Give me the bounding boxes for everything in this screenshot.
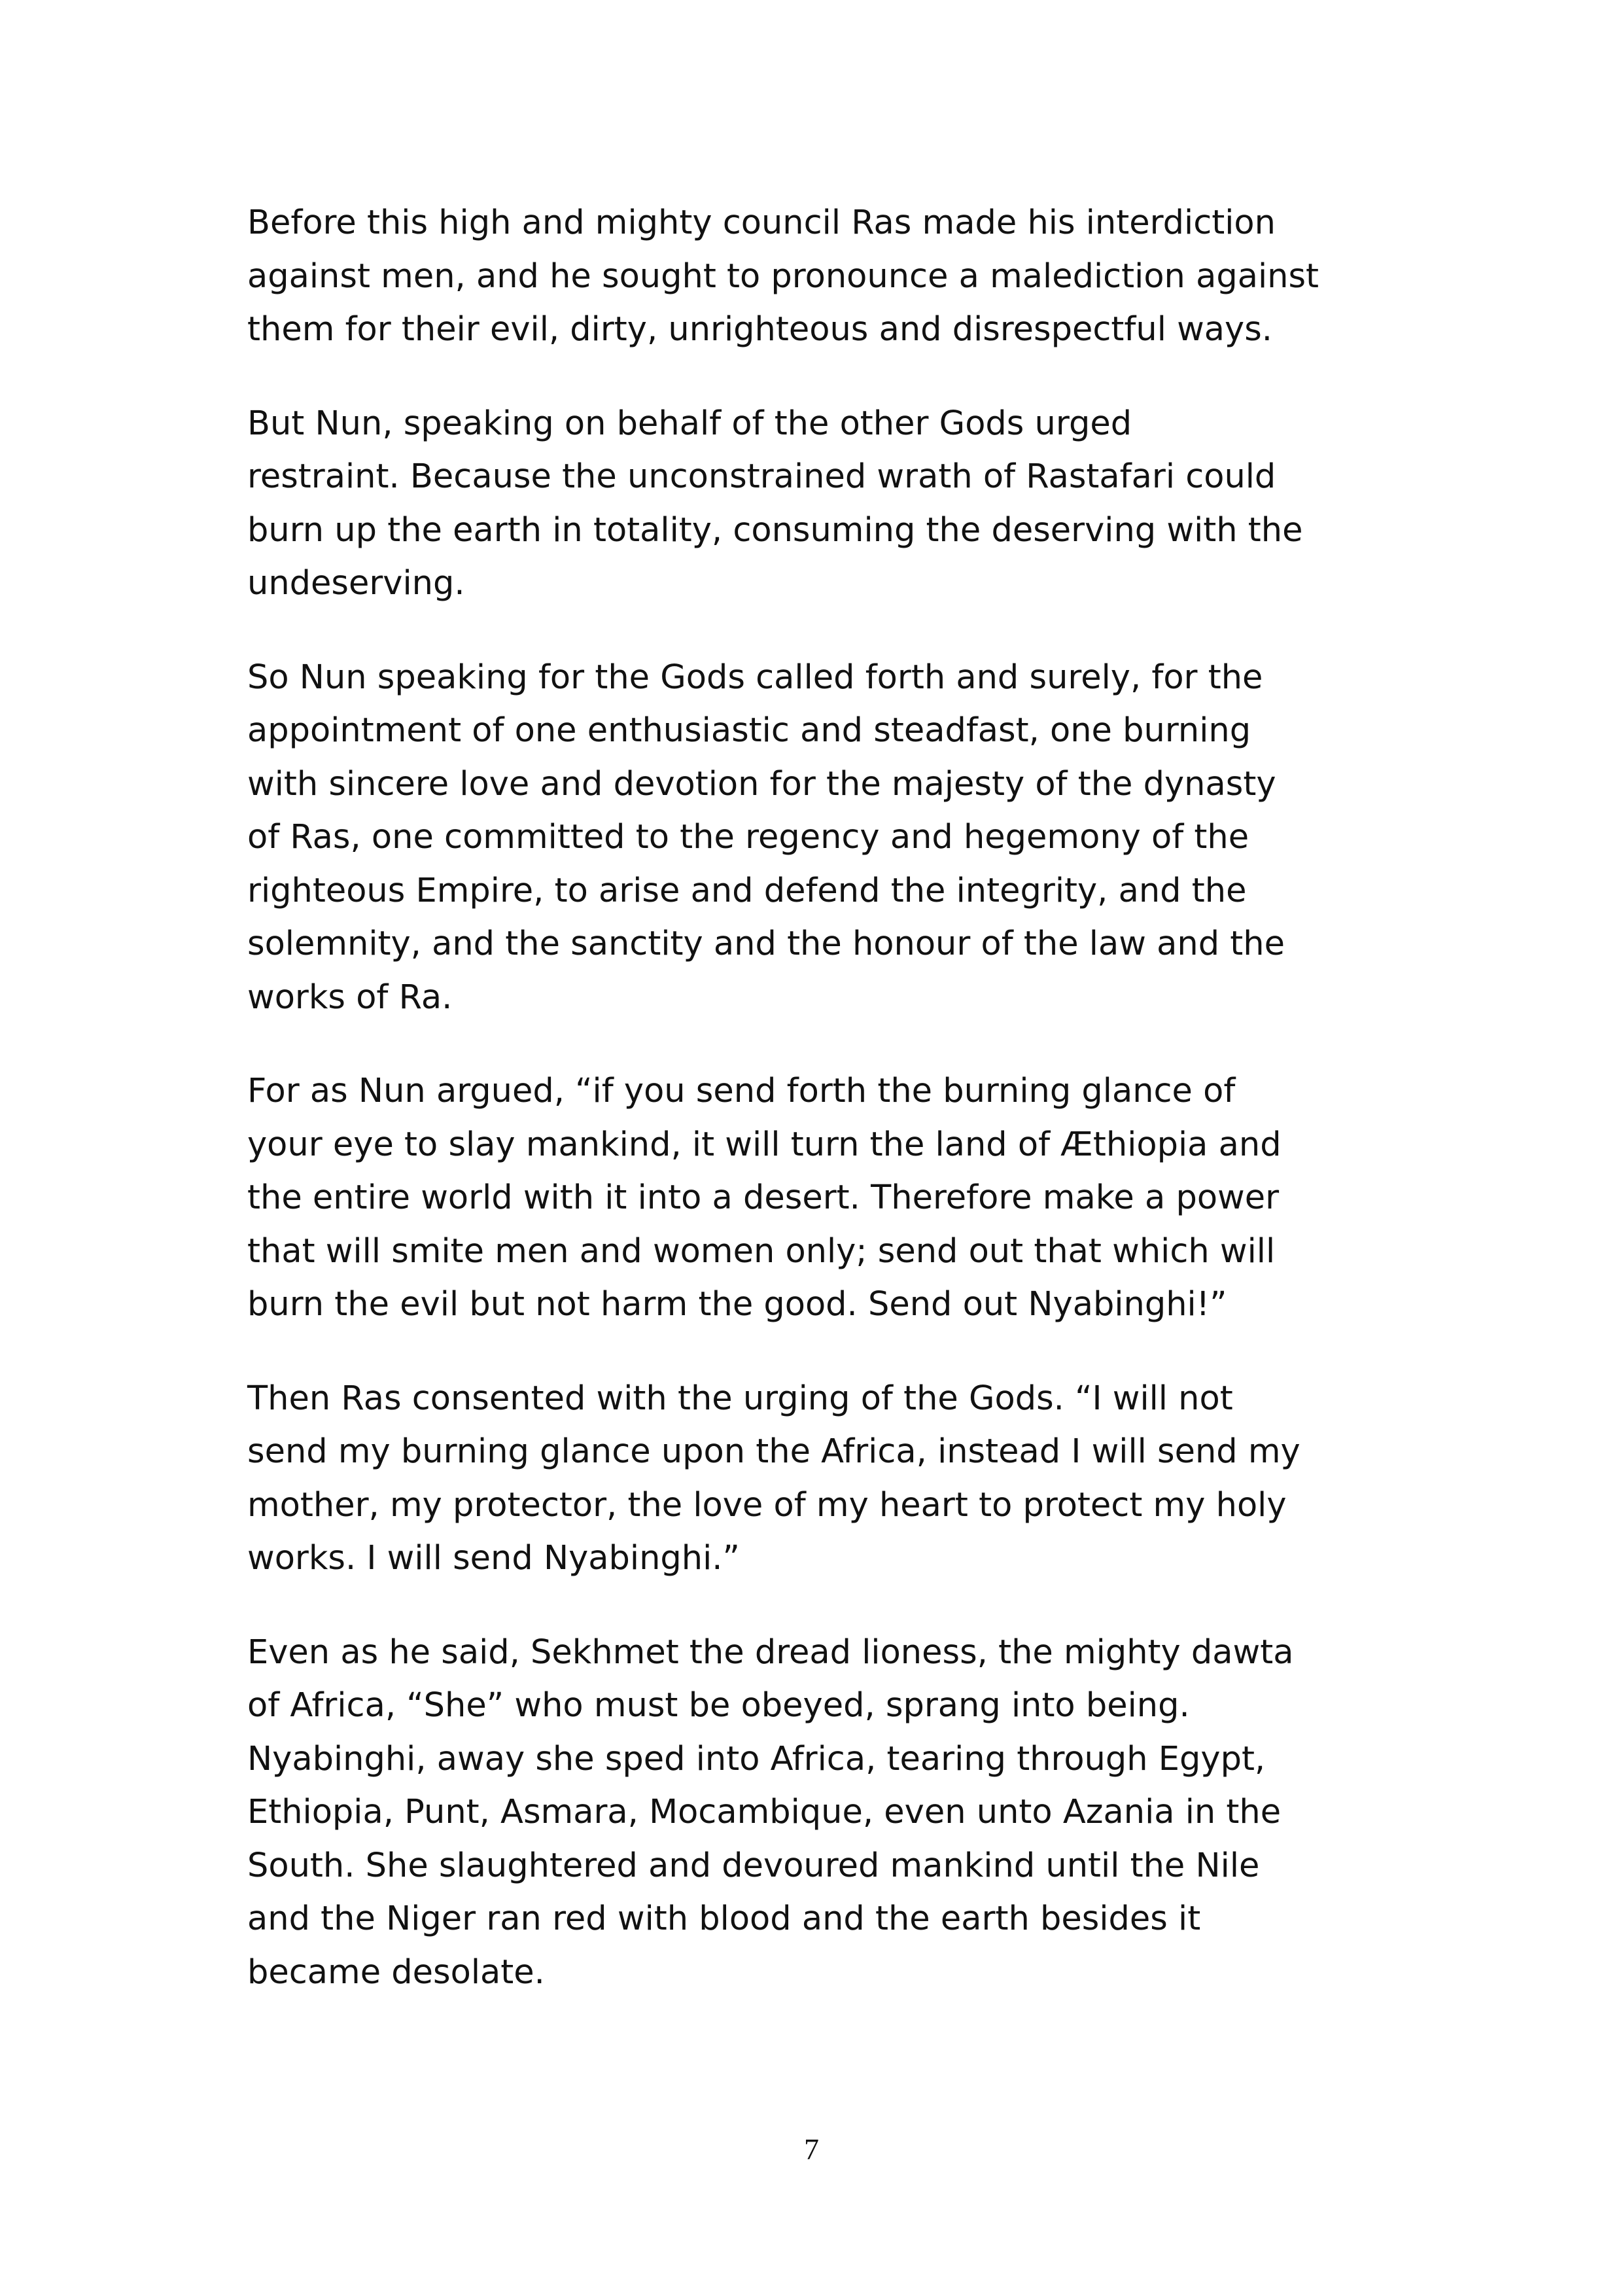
text-line: restraint. Because the unconstrained wrath of Rastafari could xyxy=(247,457,1276,496)
text-line: burn the evil but not harm the good. Send out Nyabinghi!” xyxy=(247,1285,1227,1324)
paragraph-6 xyxy=(247,1626,1418,2000)
text-line: undeserving. xyxy=(247,564,465,603)
text-line: of Africa, “She” who must be obeyed, sprang into being. xyxy=(247,1686,1190,1725)
text-line: But Nun, speaking on behalf of the other Gods urged xyxy=(247,404,1132,443)
paragraph-5 xyxy=(247,1372,1418,1585)
text-line: South. She slaughtered and devoured mankind until the Nile xyxy=(247,1846,1260,1885)
text-line: of Ras, one committed to the regency and hegemony of the xyxy=(247,818,1249,857)
text-line: your eye to slay mankind, it will turn the land of Æthiopia and xyxy=(247,1125,1282,1164)
paragraph-3 xyxy=(247,651,1418,1025)
text-line: Then Ras consented with the urging of the Gods. “I will not xyxy=(247,1379,1233,1418)
text-line: became desolate. xyxy=(247,1952,545,1992)
text-line: For as Nun argued, “if you send forth the burning glance of xyxy=(247,1072,1236,1110)
text-line: Nyabinghi, away she sped into Africa, tearing through Egypt, xyxy=(247,1739,1266,1778)
paragraph-1 xyxy=(247,196,1418,357)
text-line: Before this high and mighty council Ras made his interdiction xyxy=(247,203,1276,242)
text-line: send my burning glance upon the Africa, instead I will send my xyxy=(247,1432,1300,1471)
text-line: that will smite men and women only; send out that which will xyxy=(247,1231,1276,1271)
text-line: burn up the earth in totality, consuming the deserving with the xyxy=(247,510,1303,550)
text-line: righteous Empire, to arise and defend the integrity, and the xyxy=(247,871,1247,910)
paragraph-2 xyxy=(247,397,1418,610)
text-line: Ethiopia, Punt, Asmara, Mocambique, even unto Azania in the xyxy=(247,1793,1282,1831)
text-line: with sincere love and devotion for the majesty of the dynasty xyxy=(247,764,1276,804)
text-line: works of Ra. xyxy=(247,978,453,1017)
text-line: appointment of one enthusiastic and steadfast, one burning xyxy=(247,711,1251,750)
text-line: works. I will send Nyabinghi.” xyxy=(247,1539,740,1578)
text-line: Even as he said, Sekhmet the dread lioness, the mighty dawta xyxy=(247,1633,1294,1672)
text-line: and the Niger ran red with blood and the earth besides it xyxy=(247,1899,1201,1938)
text-line: the entire world with it into a desert. Therefore make a power xyxy=(247,1178,1280,1217)
text-line: So Nun speaking for the Gods called forth and surely, for the xyxy=(247,658,1263,697)
text-line: them for their evil, dirty, unrighteous and disrespectful ways. xyxy=(247,310,1273,349)
page-number: 7 xyxy=(804,2132,819,2166)
text-line: solemnity, and the sanctity and the honour of the law and the xyxy=(247,925,1285,963)
body-text xyxy=(247,196,1418,2040)
text-line: mother, my protector, the love of my heart to protect my holy xyxy=(247,1485,1287,1525)
paragraph-4 xyxy=(247,1065,1418,1332)
text-line: against men, and he sought to pronounce a malediction against xyxy=(247,256,1319,296)
